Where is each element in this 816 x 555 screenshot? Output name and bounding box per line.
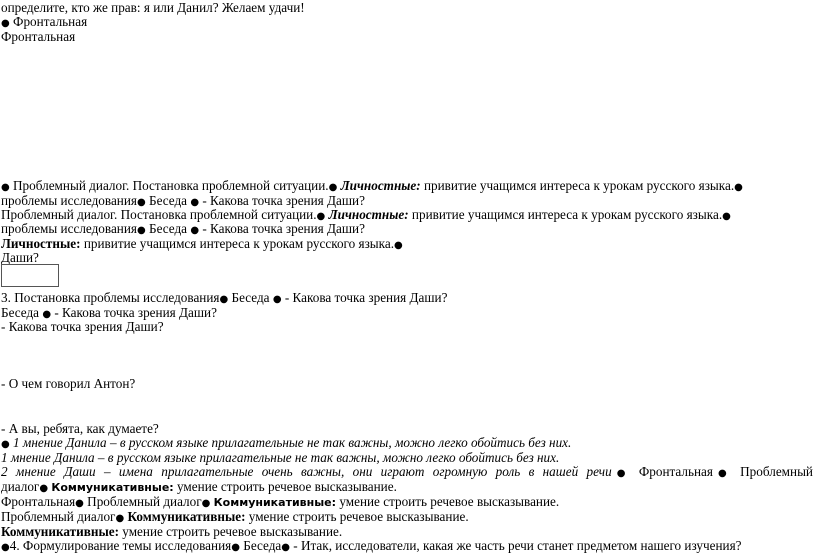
- bullet-icon: ●: [42, 309, 52, 320]
- bullet-icon: ●: [190, 225, 200, 236]
- bullet-icon: ●: [712, 468, 732, 479]
- text-line-8: Личностные: привитие учащимся интереса к урокам русского языка.●: [1, 236, 403, 251]
- bullet-icon: ●: [190, 197, 200, 208]
- bullet-icon: ●: [1, 542, 10, 553]
- bullet-icon: ●: [201, 498, 211, 509]
- bullet-icon: ●: [39, 483, 49, 494]
- bullet-icon: ●: [115, 513, 125, 524]
- text-line-16: 1 мнение Данила – в русском языке прилагательные не так важны, можно легко обойтись без них.: [1, 450, 560, 465]
- bullet-icon: ●: [722, 211, 731, 222]
- bullet-icon: ●: [136, 197, 146, 208]
- text-line-14: - А вы, ребята, как думаете?: [1, 421, 159, 436]
- bullet-icon: ●: [281, 542, 290, 553]
- bullet-icon: ●: [219, 294, 229, 305]
- text-line-18: диалог● Коммуникативные: умение строить речевое высказывание.: [1, 479, 397, 494]
- text-line-6: Проблемный диалог. Постановка проблемной ситуации.● Личностные: привитие учащимся интереса к урокам русского языка.●: [1, 207, 731, 222]
- empty-cell-box: [1, 264, 59, 287]
- line-text: Фронтальная: [13, 14, 88, 29]
- bullet-icon: ●: [1, 18, 10, 29]
- text-line-3: [1, 29, 75, 44]
- bullet-icon: ●: [394, 240, 403, 251]
- line-text: Фронтальная: [1, 29, 76, 44]
- bullet-icon: ●: [136, 225, 146, 236]
- bullet-icon: ●: [272, 294, 282, 305]
- text-line-22: ●4. Формулирование темы исследования● Беседа● - Итак, исследователи, какая же часть речи станет предметом нашего изучения?: [1, 538, 742, 553]
- bullet-icon: ●: [328, 182, 338, 193]
- bullet-icon: ●: [611, 468, 631, 479]
- text-line-9: Даши?: [1, 250, 39, 265]
- text-line-7: проблемы исследования● Беседа ● - Какова точка зрения Даши?: [1, 221, 365, 236]
- text-line-19: Фронтальная● Проблемный диалог● Коммуникативные: умение строить речевое высказывание.: [1, 494, 560, 509]
- bullet-icon: ●: [75, 498, 84, 509]
- line-text: определите, кто же прав: я или Данил? Желаем удачи!: [1, 0, 305, 15]
- text-line-20: Проблемный диалог● Коммуникативные: умение строить речевое высказывание.: [1, 509, 469, 524]
- bullet-icon: ●: [231, 542, 240, 553]
- text-line-13: - О чем говорил Антон?: [1, 376, 136, 391]
- bullet-icon: ●: [1, 182, 10, 193]
- bullet-icon: ●: [1, 439, 10, 450]
- text-line-17: 2 мнение Даши – имена прилагательные очень важны, они играют огромную роль в нашей речи● Фронтальная● Проблемный: [1, 464, 813, 479]
- text-line-15: ● 1 мнение Данила – в русском языке прилагательные не так важны, можно легко обойтись без них.: [1, 435, 572, 450]
- text-line-21: Коммуникативные: умение строить речевое высказывание.: [1, 524, 343, 539]
- text-line-10: 3. Постановка проблемы исследования● Беседа ● - Какова точка зрения Даши?: [1, 290, 448, 305]
- text-line-12: - Какова точка зрения Даши?: [1, 319, 164, 334]
- text-line-11: Беседа ● - Какова точка зрения Даши?: [1, 305, 217, 320]
- bullet-icon: ●: [316, 211, 326, 222]
- bullet-icon: ●: [734, 182, 743, 193]
- text-line-5: проблемы исследования● Беседа ● - Какова точка зрения Даши?: [1, 193, 365, 208]
- text-line-1: [1, 0, 305, 15]
- text-line-4: ● Проблемный диалог. Постановка проблемной ситуации.● Личностные: привитие учащимся интереса к урокам русского языка.●: [1, 178, 743, 193]
